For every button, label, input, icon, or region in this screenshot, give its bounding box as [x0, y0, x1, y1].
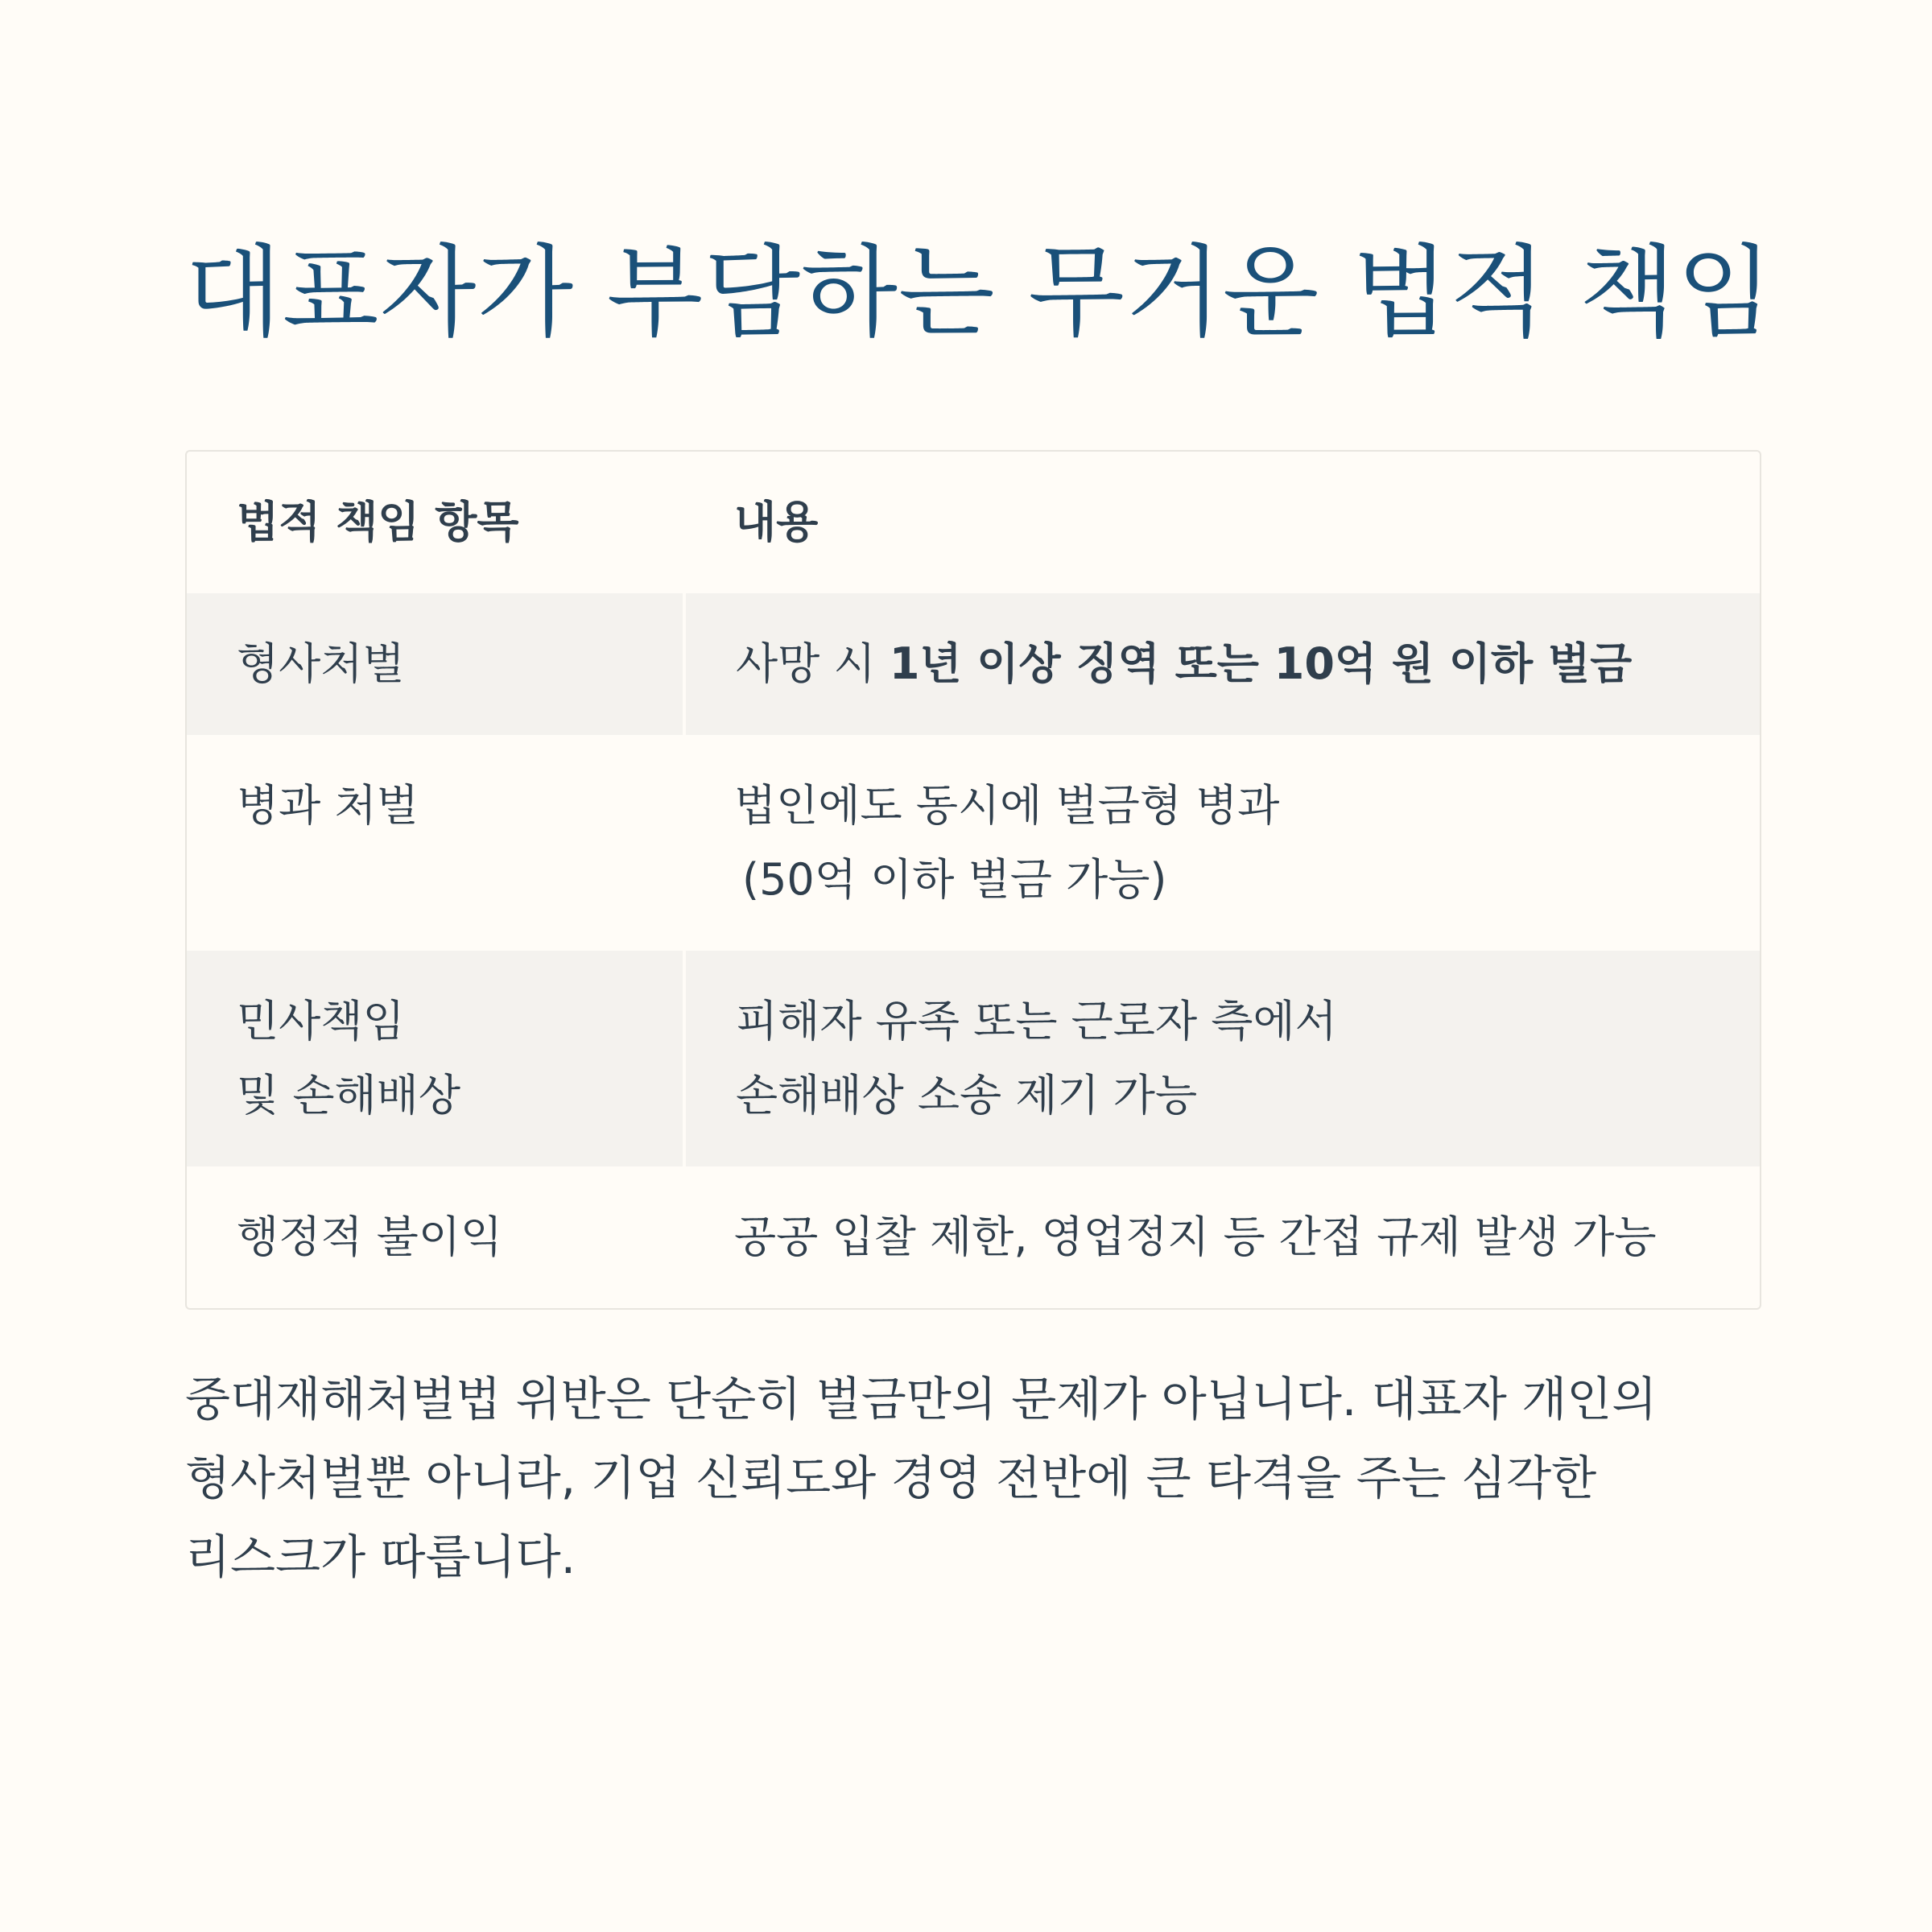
- row-item-label: 병과 처벌: [237, 779, 419, 831]
- table-row: [187, 735, 1760, 951]
- row-item-label: 행정적 불이익: [237, 1211, 503, 1262]
- page-title: 대표자가 부담하는 무거운 법적 책임: [185, 235, 1774, 351]
- liability-table: [187, 452, 1760, 1308]
- table-row: [187, 951, 1760, 1166]
- row-item-cell: [187, 735, 684, 951]
- row-item-label: 및 손해배상: [237, 1069, 460, 1121]
- table-header-row: [187, 452, 1760, 593]
- table-row: [187, 593, 1760, 735]
- content-prefix: 사망 시: [736, 638, 890, 689]
- row-item-label: 형사처벌: [237, 638, 405, 689]
- row-item-cell: [187, 593, 684, 735]
- page: [185, 233, 1774, 1643]
- row-content-line: (50억 이하 벌금 가능): [742, 853, 1167, 905]
- row-content-cell: [684, 735, 1760, 951]
- row-content-line: 법인에도 동시에 벌금형 병과: [734, 779, 1280, 831]
- summary-paragraph: 중대재해처벌법 위반은 단순히 벌금만의 문제가 아닙니다. 대표자 개인의 형사처벌뿐 아니라, 기업 신뢰도와 경영 전반에 큰 타격을 주는 심각한 리스크가 따릅니다.: [185, 1371, 1657, 1584]
- row-content-cell: [684, 951, 1760, 1166]
- row-content-text: [736, 627, 1760, 701]
- row-content-line: 공공 입찰 제한, 영업정지 등 간접 규제 발생 가능: [734, 1211, 1657, 1262]
- row-content-line: 손해배상 소송 제기 가능: [736, 1069, 1198, 1121]
- header-item: 법적 책임 항목: [237, 496, 519, 547]
- table-row: [187, 1166, 1760, 1308]
- row-content-line: 피해자 유족 또는 근로자 측에서: [736, 995, 1337, 1046]
- row-content-cell: [684, 593, 1760, 735]
- header-content: 내용: [734, 496, 819, 547]
- row-item-cell: [187, 951, 684, 1166]
- row-item-cell: [187, 1166, 684, 1308]
- row-content-cell: [684, 1166, 1760, 1308]
- content-emphasis: 1년 이상 징역 또는 10억 원 이하 벌금: [889, 638, 1633, 689]
- liability-table-container: [185, 450, 1761, 1310]
- row-item-label: 민사책임: [237, 995, 405, 1046]
